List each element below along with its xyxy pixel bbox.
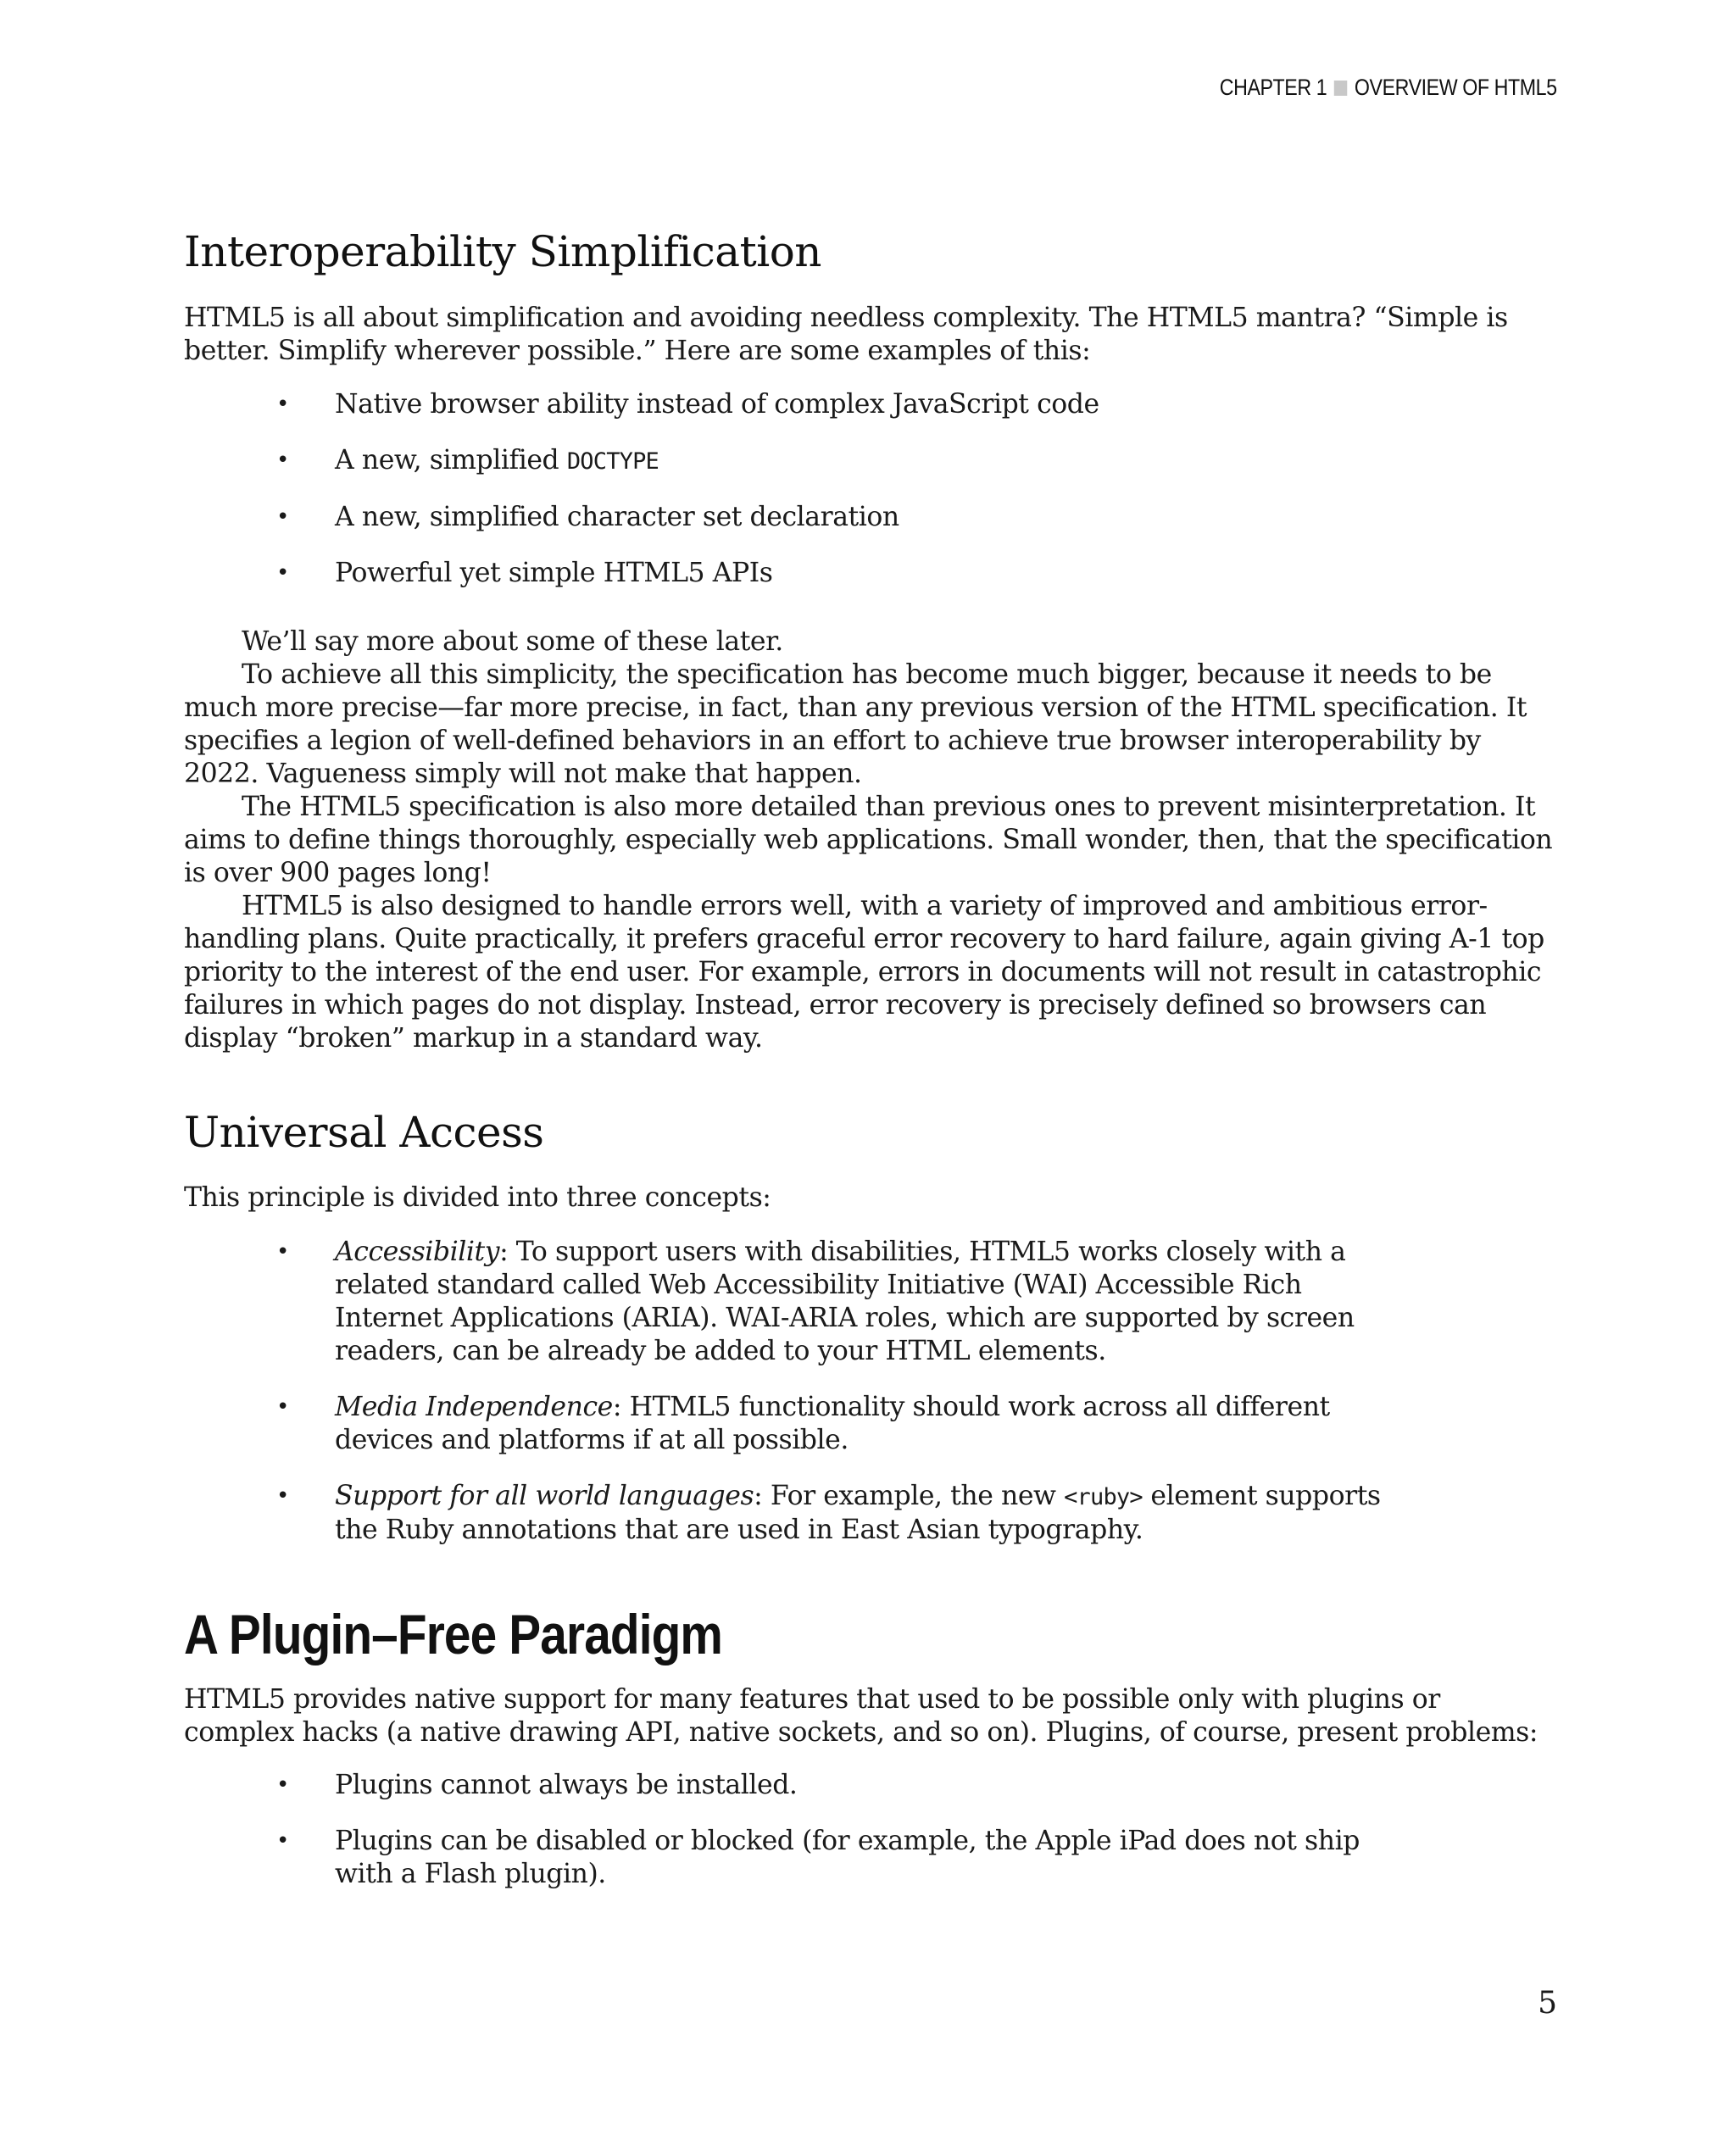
bullet-icon: • — [276, 1239, 289, 1265]
term-accessibility: Accessibility — [335, 1237, 500, 1267]
page-number: 5 — [1538, 1986, 1557, 2021]
ruby-code: <ruby> — [1064, 1484, 1143, 1510]
chapter-label: CHAPTER 1 — [1220, 75, 1327, 100]
access-bullet-list — [184, 1236, 1557, 1547]
list-item: • A new, simplified character set declaration — [276, 502, 899, 532]
bullet-icon: • — [276, 1394, 289, 1420]
paragraph: We’ll say more about some of these later. — [242, 626, 783, 657]
list-item: • Media Independence: HTML5 functionality should work across all different devices and platforms if at all possible. — [276, 1392, 1330, 1455]
doctype-code: DOCTYPE — [566, 448, 659, 475]
paragraph: The HTML5 specification is also more detailed than previous ones to prevent misinterpretation. It aims to define things thoroughly, especially web applications. Small wonder, then, that the specification is over 900 pages long! — [184, 792, 1553, 888]
header-separator-square — [1334, 81, 1347, 96]
bullet-icon: • — [276, 504, 289, 530]
paragraph: To achieve all this simplicity, the specification has become much bigger, because it needs to be much more precise—far more precise, in fact, than any previous version of the HTML specification. It specifies a legion of well-defined behaviors in an effort to achieve true browser interoperability by 2022. Vagueness simply will not make that happen. — [184, 659, 1527, 789]
paragraph: HTML5 is also designed to handle errors well, with a variety of improved and ambitious error-handling plans. Quite practically, it prefers graceful error recovery to hard failure, again giving A-1 top priority to the interest of the end user. For example, errors in documents will not result in catastrophic failures in which pages do not display. Instead, error recovery is precisely defined so browsers can display “broken” markup in a standard way. — [184, 891, 1544, 1054]
running-header — [1220, 75, 1557, 101]
access-intro — [184, 1182, 1557, 1215]
list-item: • Plugins cannot always be installed. — [276, 1770, 798, 1800]
access-intro-text: This principle is divided into three concepts: — [184, 1182, 771, 1213]
list-item: • Support for all world languages: For example, the new <ruby> element supports the Ruby annotations that are used in East Asian typography. — [276, 1481, 1381, 1545]
bullet-icon: • — [276, 448, 289, 473]
section-label: OVERVIEW OF HTML5 — [1355, 75, 1557, 100]
plugin-intro — [184, 1683, 1557, 1749]
bullet-icon: • — [276, 1772, 289, 1798]
plugin-intro-text: HTML5 provides native support for many features that used to be possible only with plugins or complex hacks (a native drawing API, native sockets, and so on). Plugins, of course, present problems: — [184, 1684, 1538, 1748]
list-item: • Accessibility: To support users with disabilities, HTML5 works closely with a related standard called Web Accessibility Initiative (WAI) Accessible Rich Internet Applications (ARIA). WAI-ARIA roles, which are supported by screen readers, can be already be added to your HTML elements. — [276, 1237, 1355, 1366]
interop-bullet-list — [184, 388, 1557, 590]
heading-universal-access: Universal Access — [184, 1108, 544, 1157]
bullet-icon: • — [276, 560, 289, 586]
book-page — [184, 0, 1557, 2141]
interop-intro — [184, 302, 1557, 368]
plugin-bullet-list — [184, 1769, 1557, 1891]
interop-intro-text: HTML5 is all about simplification and avoiding needless complexity. The HTML5 mantra? “Simple is better. Simplify wherever possible.” Here are some examples of this: — [184, 303, 1508, 366]
list-item: • A new, simplified DOCTYPE — [276, 445, 659, 475]
heading-plugin-free: A Plugin–Free Paradigm — [184, 1603, 723, 1666]
bullet-icon: • — [276, 1483, 289, 1509]
bullet-icon: • — [276, 392, 289, 417]
list-item: • Native browser ability instead of complex JavaScript code — [276, 389, 1099, 420]
term-world-languages: Support for all world languages — [335, 1481, 754, 1511]
bullet-icon: • — [276, 1828, 289, 1854]
heading-interoperability: Interoperability Simplification — [184, 227, 822, 276]
list-item: • Plugins can be disabled or blocked (for example, the Apple iPad does not ship with a Flash plugin). — [276, 1826, 1360, 1889]
list-item: • Powerful yet simple HTML5 APIs — [276, 558, 773, 588]
term-media-independence: Media Independence — [335, 1392, 613, 1422]
interop-body — [184, 626, 1557, 1055]
